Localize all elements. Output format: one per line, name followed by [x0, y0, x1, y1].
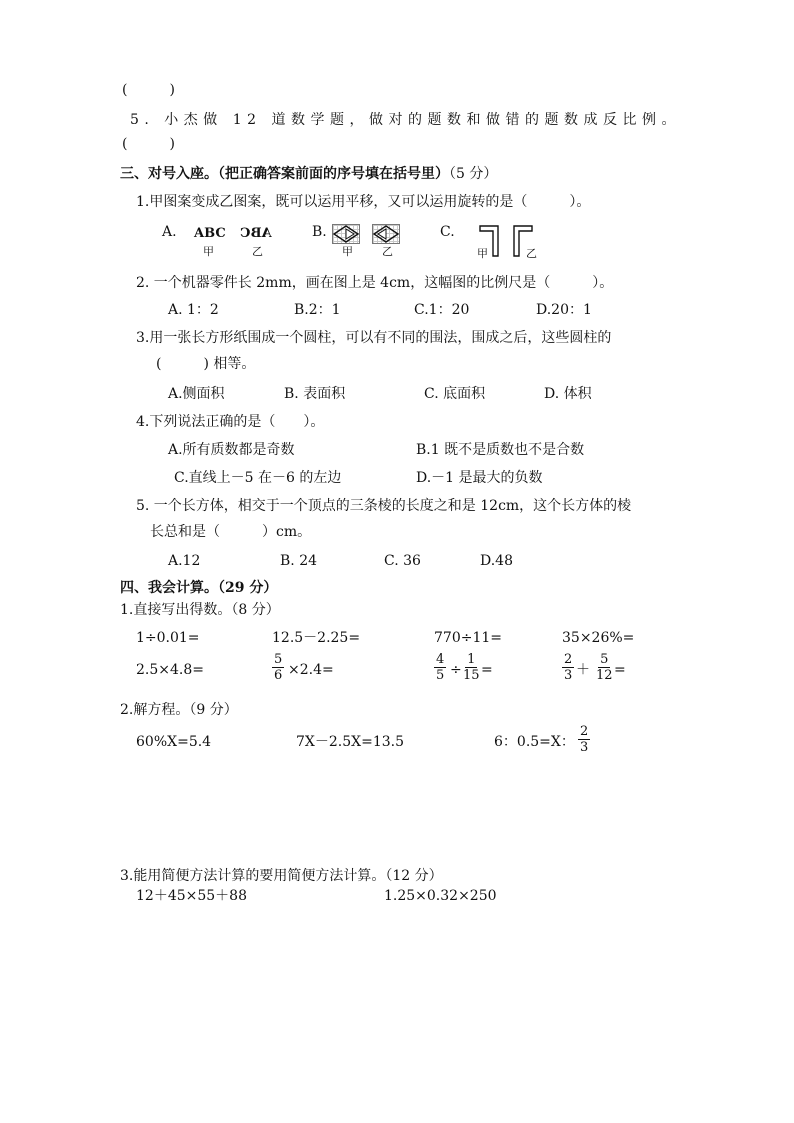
calc-2-2-rest: ×2.4=	[288, 662, 334, 678]
calc-2-3-op: ÷	[450, 662, 462, 678]
section3-heading	[120, 164, 497, 184]
p3-title: 3.能用简便方法计算的要用简便方法计算。（12 分）	[120, 868, 443, 884]
calc-2-4-eq: =	[614, 662, 626, 678]
q1-c-jia: 甲	[477, 247, 488, 260]
fraction-denominator: 3	[580, 740, 589, 755]
q1-a-figure-left: ABC	[194, 226, 226, 241]
q3-option-c: C. 底面积	[424, 386, 486, 402]
q4-option-c: C.直线上－5 在－6 的左边	[174, 470, 342, 486]
calc-1-1: 1÷0.01=	[136, 630, 200, 646]
calc-1-4: 35×26%=	[562, 630, 635, 646]
q1-b-yi: 乙	[382, 245, 393, 258]
fraction-denominator: 6	[274, 668, 283, 683]
q4-option-d: D.－1 是最大的负数	[416, 470, 543, 486]
fraction-denominator: 3	[564, 668, 573, 683]
q1-b-rhombus-right-icon	[372, 224, 400, 244]
calc-2-3-frac-1	[434, 652, 446, 683]
answer-paren-1: ( )	[122, 82, 175, 98]
calc-2-4-frac-1	[562, 652, 574, 683]
q4-option-b: B.1 既不是质数也不是合数	[416, 442, 585, 458]
q1-option-a-label: A.	[162, 224, 177, 240]
q4-option-a: A.所有质数都是奇数	[168, 442, 295, 458]
calc-1-3: 770÷11=	[434, 630, 502, 646]
fraction-numerator: 2	[580, 724, 589, 739]
simplify-1: 12＋45×55＋88	[136, 888, 247, 904]
q1-option-c-label: C.	[440, 224, 455, 240]
q3-option-b: B. 表面积	[284, 386, 346, 402]
q2-option-a: A. 1：2	[168, 302, 219, 318]
q2-stem: 2. 一个机器零件长 2mm，画在图上是 4cm，这幅图的比例尺是（ ）。	[136, 275, 614, 291]
fraction-numerator: 4	[436, 652, 445, 667]
fraction-numerator: 1	[467, 652, 476, 667]
q1-a-jia: 甲	[203, 245, 214, 258]
calc-1-2: 12.5－2.25=	[272, 630, 361, 646]
q1-b-jia: 甲	[342, 245, 353, 258]
calc-2-4-op: ＋	[576, 662, 590, 678]
fraction-numerator: 5	[600, 652, 609, 667]
q3-option-d: D. 体积	[544, 386, 592, 402]
fraction-denominator: 12	[596, 668, 613, 683]
q3-stem-2: ( ) 相等。	[156, 356, 256, 372]
q5-stem-1: 5. 一个长方体，相交于一个顶点的三条棱的长度之和是 12cm，这个长方体的棱	[136, 498, 632, 514]
q1-a-yi: 乙	[252, 245, 263, 258]
q3-option-a: A.侧面积	[168, 386, 225, 402]
judge-item-5: 5. 小杰做 12 道数学题，做对的题数和做错的题数成反比例。	[130, 112, 682, 128]
fraction-numerator: 5	[274, 652, 283, 667]
simplify-2: 1.25×0.32×250	[384, 888, 497, 904]
calc-2-4-frac-2	[594, 652, 615, 683]
equation-2: 7X－2.5X=13.5	[296, 734, 405, 750]
fraction-denominator: 15	[463, 668, 480, 683]
section3-score: （5 分）	[449, 166, 498, 182]
equation-3: 6：0.5=X：	[494, 734, 575, 750]
q1-b-rhombus-left-icon	[332, 224, 360, 244]
q1-stem: 1.甲图案变成乙图案，既可以运用平移，又可以运用旋转的是（ ）。	[136, 194, 591, 210]
q2-option-d: D.20：1	[536, 302, 592, 318]
p1-title: 1.直接写出得数。（8 分）	[120, 602, 280, 618]
q5-option-b: B. 24	[280, 553, 318, 569]
q3-stem-1: 3.用一张长方形纸围成一个圆柱，可以有不同的围法，围成之后，这些圆柱的	[136, 330, 612, 346]
q1-a-figure-right: ABC	[240, 226, 272, 241]
q1-c-yi: 乙	[526, 247, 537, 260]
fraction-numerator: 2	[564, 652, 573, 667]
q5-option-c: C. 36	[384, 553, 421, 569]
q2-option-c: C.1：20	[414, 302, 470, 318]
equation-3-fraction	[578, 724, 590, 755]
calc-2-2-fraction	[272, 652, 284, 683]
q2-option-b: B.2：1	[294, 302, 341, 318]
calc-2-3-frac-2	[461, 652, 482, 683]
section3-title: 三、对号入座。（把正确答案前面的序号填在括号里）	[120, 166, 449, 182]
q5-stem-2: 长总和是（ ）cm。	[150, 524, 312, 540]
fraction-denominator: 5	[436, 668, 445, 683]
calc-2-3-eq: =	[481, 662, 493, 678]
equation-1: 60%X=5.4	[136, 734, 212, 750]
q4-stem: 4.下列说法正确的是（ ）。	[136, 414, 325, 430]
q5-option-a: A.12	[168, 553, 201, 569]
calc-2-1: 2.5×4.8=	[136, 662, 204, 678]
q5-option-d: D.48	[480, 553, 513, 569]
section4-heading: 四、我会计算。（29 分）	[120, 580, 278, 596]
q1-option-b-label: B.	[312, 224, 327, 240]
answer-paren-2: ( )	[122, 136, 175, 152]
p2-title: 2.解方程。（9 分）	[120, 702, 238, 718]
